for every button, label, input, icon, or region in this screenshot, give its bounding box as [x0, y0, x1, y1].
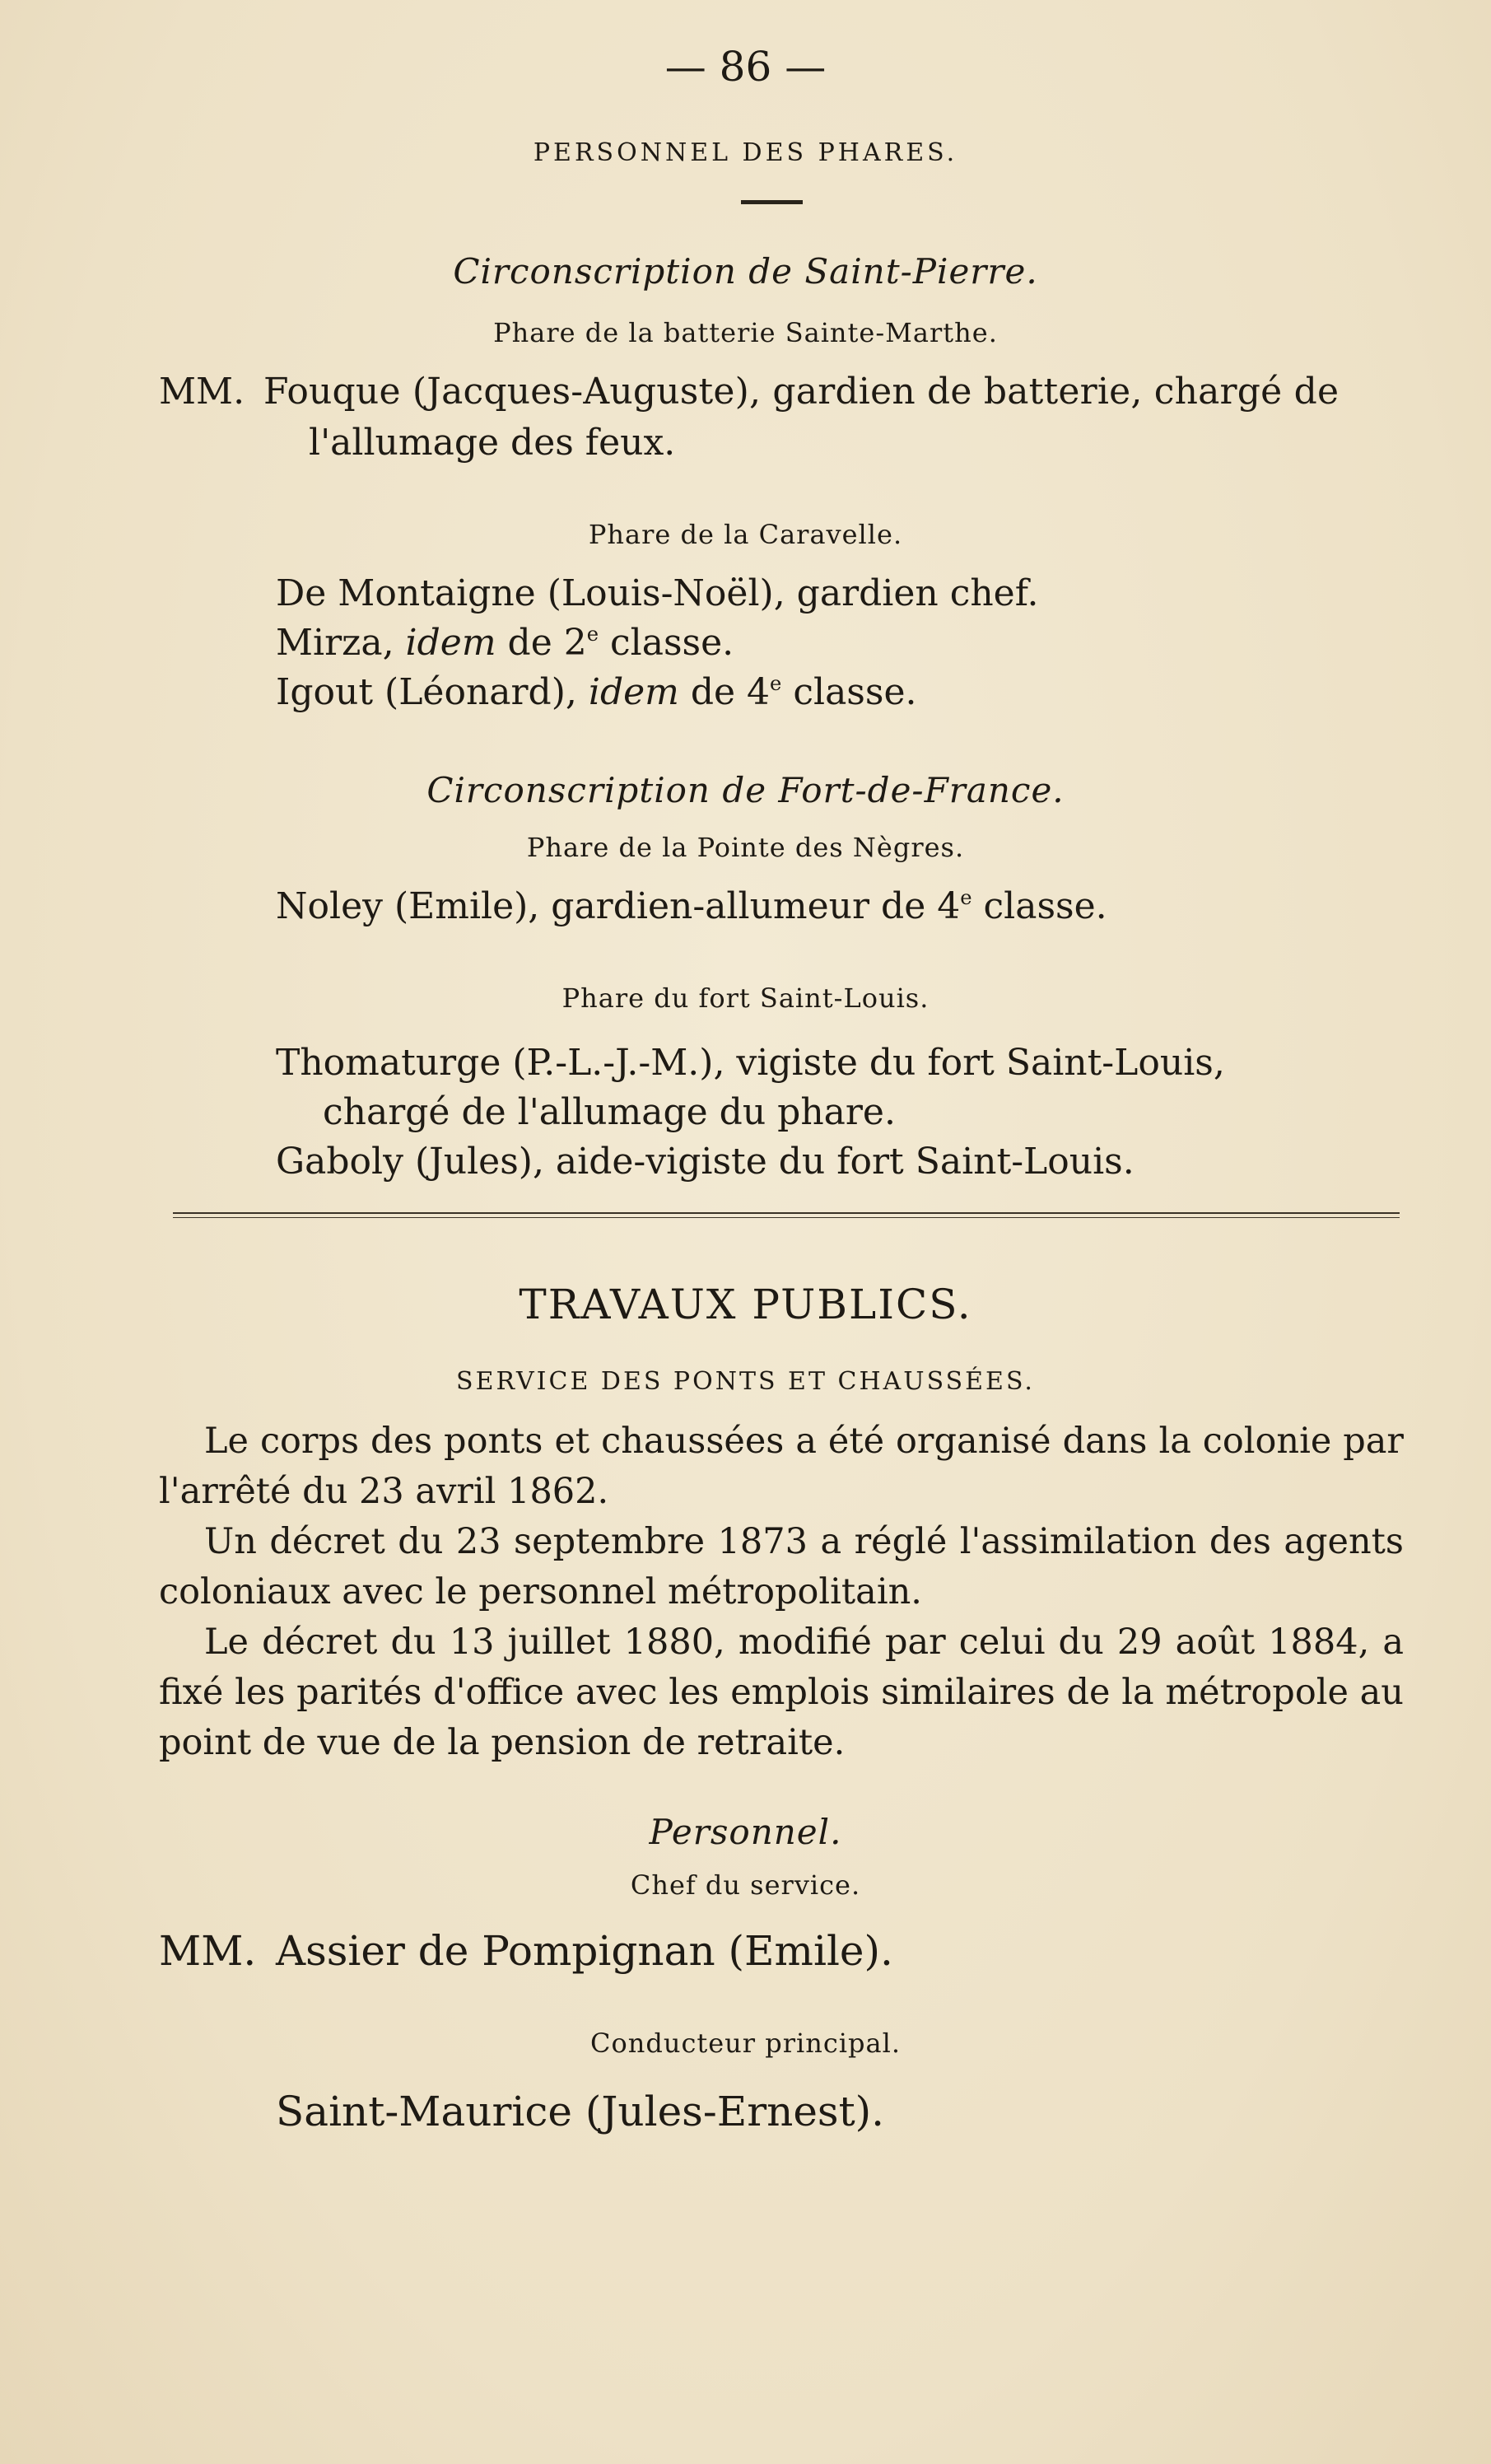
role-heading: Chef du service.: [630, 1869, 861, 1901]
personnel-entry: l'allumage des feux.: [309, 422, 676, 464]
role-heading: Conducteur principal.: [590, 2028, 901, 2059]
personnel-entry: De Montaigne (Louis-Noël), gardien chef.: [276, 572, 1039, 614]
section-title: TRAVAUX PUBLICS.: [519, 1281, 972, 1328]
page-number: — 86 —: [664, 43, 827, 91]
section-heading: Circonscription de Saint-Pierre.: [453, 251, 1038, 292]
personnel-entry: chargé de l'allumage du phare.: [323, 1091, 896, 1133]
lighthouse-name: Phare de la Pointe des Nègres.: [526, 832, 965, 863]
personnel-entry: Mirza, idem de 2e classe.: [276, 622, 734, 664]
lighthouse-name: Phare du fort Saint-Louis.: [561, 982, 930, 1014]
personnel-entry: Thomaturge (P.-L.-J.-M.), vigiste du fort Saint-Louis,: [276, 1042, 1225, 1084]
mm-label: MM.: [159, 1927, 257, 1975]
personnel-entry: Assier de Pompignan (Emile).: [276, 1927, 893, 1975]
mm-label: MM.: [159, 371, 245, 413]
paragraph: Le décret du 13 juillet 1880, modifié par celui du 29 août 1884, a fixé les parités d'office avec les emplois similaires de la métropole au point de vue de la pension de retraite.: [159, 1622, 1404, 1763]
personnel-entry: Igout (Léonard), idem de 4e classe.: [276, 671, 917, 713]
paragraph: Le corps des ponts et chaussées a été organisé dans la colonie par l'arrêté du 23 avril 1862.: [159, 1421, 1404, 1512]
section-heading: Circonscription de Fort-de-France.: [426, 770, 1065, 810]
lighthouse-name: Phare de la batterie Sainte-Marthe.: [493, 317, 998, 348]
lighthouse-name: Phare de la Caravelle.: [588, 519, 903, 550]
section-divider: [173, 1212, 1400, 1214]
section-divider: [173, 1217, 1400, 1218]
service-heading: SERVICE DES PONTS ET CHAUSSÉES.: [456, 1367, 1035, 1396]
personnel-entry: Saint-Maurice (Jules-Ernest).: [276, 2088, 885, 2135]
personnel-entry: Fouque (Jacques-Auguste), gardien de batterie, chargé de: [263, 371, 1340, 413]
paragraph: Un décret du 23 septembre 1873 a réglé l'assimilation des agents coloniaux avec le personnel métropolitain.: [159, 1521, 1404, 1612]
personnel-entry: Noley (Emile), gardien-allumeur de 4e classe.: [276, 885, 1107, 927]
page-header: PERSONNEL DES PHARES.: [533, 138, 958, 167]
header-divider: [741, 200, 803, 204]
personnel-entry: Gaboly (Jules), aide-vigiste du fort Saint-Louis.: [276, 1141, 1135, 1183]
subsection-heading: Personnel.: [649, 1812, 842, 1852]
